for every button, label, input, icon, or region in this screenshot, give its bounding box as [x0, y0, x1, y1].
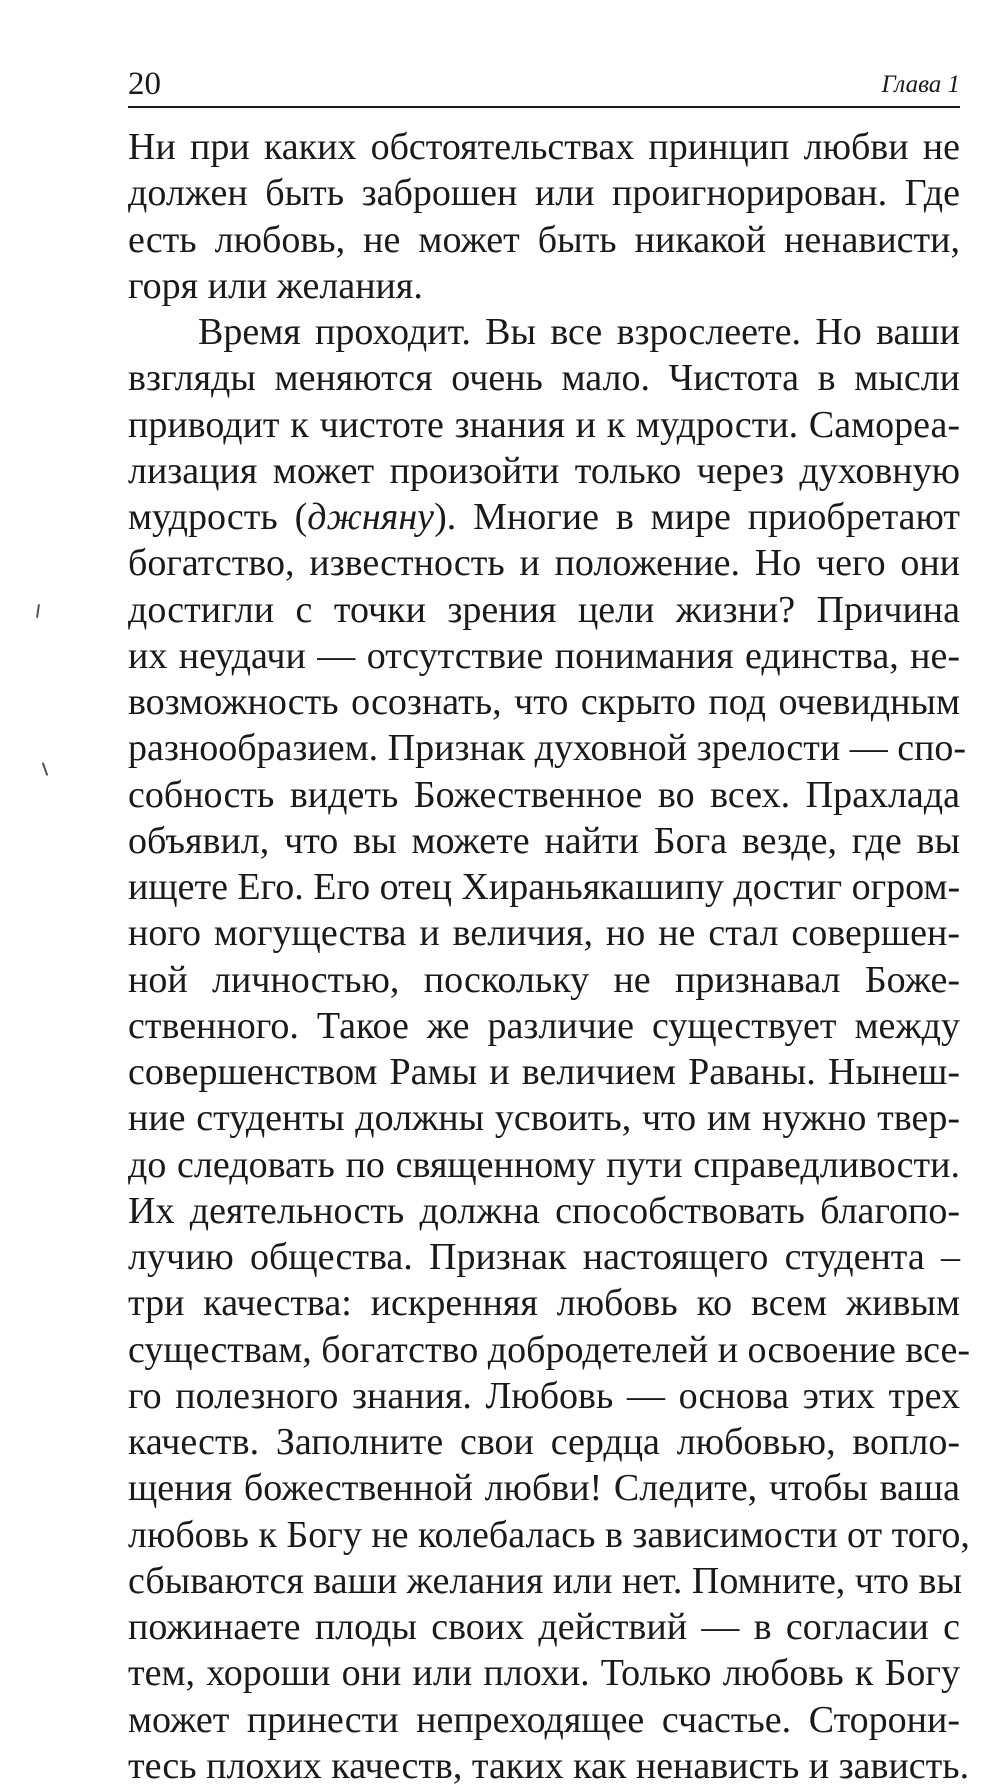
text-line: го полезного знания. Любовь — основа этих трех: [128, 1374, 960, 1417]
text-line: должен быть заброшен или проигнорирован. Где: [128, 172, 960, 215]
page-header: [128, 62, 960, 108]
text-line: щения божественной любви! Следите, чтобы ваша: [128, 1467, 960, 1510]
paragraph-continuation: [128, 540, 970, 1789]
running-head: Глава 1: [881, 71, 960, 98]
text-line: богатство, известность и положение. Но чего они: [128, 542, 960, 585]
text-line: Их деятельность должна способствовать благопо-: [128, 1189, 960, 1232]
text-line: ищете Его. Его отец Хираньякашипу достиг огром-: [128, 866, 961, 908]
text-line: может принести непреходящее счастье. Сторони-: [128, 1698, 960, 1741]
text-line: тесь плохих качеств, таких как ненависть и зависть.: [128, 1744, 970, 1787]
text-line: достигли с точки зрения цели жизни? Причина: [128, 588, 960, 631]
text-line: качеств. Заполните свои сердца любовью, вопло-: [128, 1421, 960, 1463]
text-line: пожинаете плоды своих действий — в согласии с: [128, 1606, 960, 1648]
text-line: тем, хороши они или плохи. Только любовь к Богу: [128, 1652, 960, 1695]
text-line: [128, 494, 960, 540]
text-line: возможность осознать, что скрыто под очевидным: [128, 681, 960, 723]
text-line: горя или желания.: [128, 264, 423, 307]
text-line: Время проходит. Вы все взрослеете. Но ваши: [198, 311, 960, 353]
text-line: ние студенты должны усвоить, что им нужно твер-: [128, 1097, 960, 1140]
text-line: взгляды меняются очень мало. Чистота в мысли: [128, 357, 960, 400]
paragraph: [128, 309, 970, 1789]
text-run: ). Многие в мире приобретают: [434, 496, 961, 538]
text-run: мудрость (: [128, 496, 308, 538]
text-line: их неудачи — отсутствие понимания единства, не-: [128, 634, 960, 677]
text-line: ной личностью, поскольку не признавал Боже-: [128, 958, 960, 1001]
body-text: [128, 124, 970, 1789]
text-line: сбываются ваши желания или нет. Помните, что вы: [128, 1559, 962, 1602]
page-number: 20: [128, 66, 161, 102]
margin-mark: [42, 762, 49, 776]
text-line: Ни при каких обстоятельствах принцип любви не: [128, 126, 960, 168]
text-line: лучию общества. Признак настоящего студента –: [128, 1236, 960, 1278]
text-line: любовь к Богу не колебалась в зависимости от того,: [128, 1513, 970, 1556]
text-line: три качества: искренняя любовь ко всем живым: [128, 1282, 960, 1325]
text-line: ного могущества и величия, но не стал совершен-: [128, 912, 960, 955]
text-line: ственного. Такое же различие существует между: [128, 1004, 960, 1047]
text-line: лизация может произойти только через духовную: [128, 449, 960, 492]
text-line: совершенством Рамы и величием Раваны. Нынеш-: [128, 1051, 960, 1093]
text-line: приводит к чистоте знания и к мудрости. Самореа-: [128, 403, 960, 446]
text-line: есть любовь, не может быть никакой ненависти,: [128, 218, 960, 261]
text-line: собность видеть Божественное во всех. Прахлада: [128, 773, 960, 816]
text-line: существам, богатство добродетелей и освоение все-: [128, 1328, 970, 1371]
text-line: объявил, что вы можете найти Бога везде, где вы: [128, 819, 960, 862]
italic-term: джняну: [307, 496, 435, 538]
paragraph: [128, 124, 960, 309]
text-line: до следовать по священному пути справедливости.: [128, 1143, 960, 1186]
margin-mark: [36, 604, 40, 618]
text-line: разнообразием. Признак духовной зрелости — спо-: [128, 727, 967, 770]
